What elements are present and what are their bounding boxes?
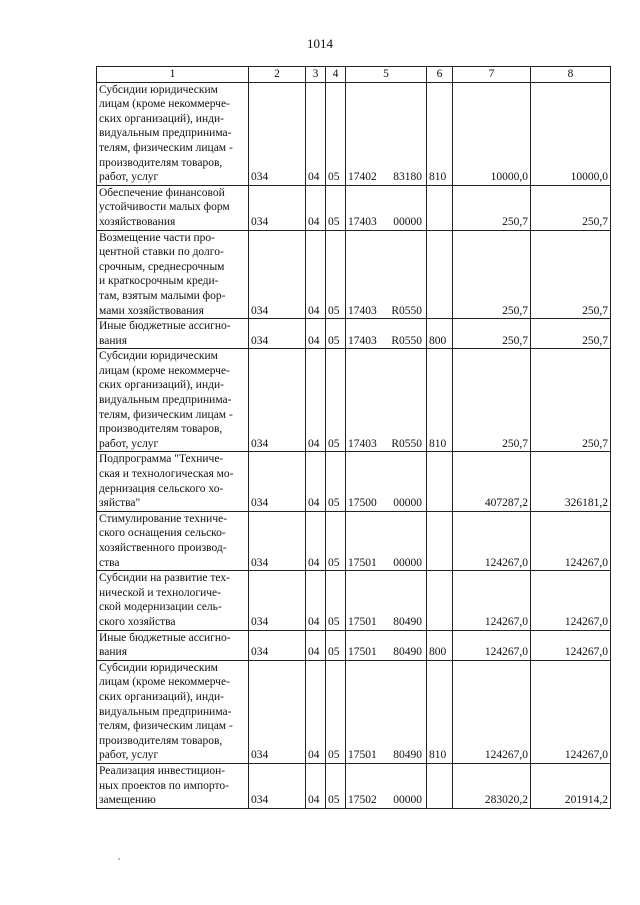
column-header: 6 — [427, 67, 453, 83]
target-article-program: 17501 — [348, 646, 377, 659]
target-article-program: 17403 — [348, 215, 377, 228]
row-name-line: лицам (кроме некоммерче- — [99, 676, 230, 689]
row-name — [97, 660, 249, 763]
table-row — [97, 82, 611, 185]
table-row — [97, 763, 611, 808]
expense-type-cell: 800 — [427, 319, 453, 349]
column-header: 5 — [346, 67, 427, 83]
amount-col8-cell: 124267,0 — [531, 660, 611, 763]
row-name — [97, 571, 249, 630]
row-name-line: видуальным предпринима- — [99, 394, 232, 407]
ministry-code-cell: 034 — [249, 230, 306, 319]
section-code-cell: 04 — [306, 763, 326, 808]
row-name-line: Стимулирование техниче- — [99, 512, 228, 525]
subsection-code-cell: 05 — [326, 230, 346, 319]
scan-speck — [118, 858, 120, 860]
table-row — [97, 319, 611, 349]
target-article-cell — [346, 571, 427, 630]
amount-col8-cell: 250,7 — [531, 185, 611, 230]
target-article-direction: R0550 — [391, 334, 422, 347]
expense-type-cell: 810 — [427, 660, 453, 763]
row-name-line: там, взятым малыми фор- — [99, 289, 226, 302]
section-code-cell: 04 — [306, 82, 326, 185]
row-name-line: производителям товаров, — [99, 734, 223, 747]
column-header: 2 — [249, 67, 306, 83]
target-article-direction: 00000 — [393, 497, 422, 510]
row-name — [97, 319, 249, 349]
expense-type-cell: 800 — [427, 630, 453, 660]
row-name — [97, 452, 249, 511]
target-article-cell — [346, 349, 427, 452]
expense-type-cell — [427, 763, 453, 808]
ministry-code-cell: 034 — [249, 452, 306, 511]
row-name-line: Обеспечение финансовой — [99, 186, 225, 199]
target-article-cell — [346, 82, 427, 185]
expense-type-cell — [427, 230, 453, 319]
row-name-line: Подпрограмма "Техниче- — [99, 453, 224, 466]
row-name-line: ства — [99, 556, 120, 569]
row-name-line: видуальным предпринима- — [99, 127, 232, 140]
subsection-code-cell: 05 — [326, 511, 346, 570]
table-row — [97, 571, 611, 630]
row-name-line: центной ставки по долго- — [99, 246, 224, 259]
target-article-cell — [346, 660, 427, 763]
row-name-line: Возмещение части про- — [99, 231, 215, 244]
row-name-line: ских организаций), инди- — [99, 690, 224, 703]
page-number: 1014 — [307, 36, 333, 51]
expense-type-cell: 810 — [427, 349, 453, 452]
section-code-cell: 04 — [306, 630, 326, 660]
target-article-direction: R0550 — [391, 437, 422, 450]
column-header: 8 — [531, 67, 611, 83]
column-header: 1 — [97, 67, 249, 83]
row-name-line: срочным, среднесрочным — [99, 260, 225, 273]
amount-col7-cell: 250,7 — [453, 185, 531, 230]
row-name-line: производителям товаров, — [99, 423, 223, 436]
target-article-direction: 80490 — [393, 615, 422, 628]
target-article-direction: 83180 — [393, 171, 422, 184]
row-name-line: лицам (кроме некоммерче- — [99, 98, 230, 111]
amount-col8-cell: 201914,2 — [531, 763, 611, 808]
row-name-line: лицам (кроме некоммерче- — [99, 364, 230, 377]
target-article-program: 17502 — [348, 794, 377, 807]
table-row — [97, 230, 611, 319]
target-article-direction: 00000 — [393, 556, 422, 569]
section-code-cell: 04 — [306, 571, 326, 630]
subsection-code-cell: 05 — [326, 571, 346, 630]
ministry-code-cell: 034 — [249, 660, 306, 763]
row-name-line: производителям товаров, — [99, 156, 223, 169]
amount-col8-cell: 250,7 — [531, 319, 611, 349]
amount-col7-cell: 124267,0 — [453, 660, 531, 763]
section-code-cell: 04 — [306, 511, 326, 570]
table-row — [97, 349, 611, 452]
subsection-code-cell: 05 — [326, 185, 346, 230]
target-article-program: 17500 — [348, 497, 377, 510]
target-article-cell — [346, 319, 427, 349]
table-row — [97, 452, 611, 511]
row-name — [97, 82, 249, 185]
amount-col8-cell: 250,7 — [531, 230, 611, 319]
amount-col8-cell: 124267,0 — [531, 630, 611, 660]
section-code-cell: 04 — [306, 185, 326, 230]
section-code-cell: 04 — [306, 230, 326, 319]
amount-col7-cell: 250,7 — [453, 349, 531, 452]
ministry-code-cell: 034 — [249, 763, 306, 808]
ministry-code-cell: 034 — [249, 185, 306, 230]
target-article-cell — [346, 511, 427, 570]
row-name — [97, 763, 249, 808]
table-body — [97, 67, 611, 809]
row-name-line: видуальным предпринима- — [99, 705, 232, 718]
row-name-line: и краткосрочным креди- — [99, 275, 219, 288]
subsection-code-cell: 05 — [326, 660, 346, 763]
section-code-cell: 04 — [306, 319, 326, 349]
target-article-cell — [346, 230, 427, 319]
row-name-line: вания — [99, 334, 127, 347]
header-row — [97, 67, 611, 83]
target-article-direction: 00000 — [393, 215, 422, 228]
amount-col7-cell: 283020,2 — [453, 763, 531, 808]
row-name-line: устойчивости малых форм — [99, 201, 230, 214]
row-name-line: Реализация инвестицион- — [99, 764, 226, 777]
expense-type-cell — [427, 452, 453, 511]
section-code-cell: 04 — [306, 660, 326, 763]
row-name-line: работ, услуг — [99, 171, 159, 184]
table-row — [97, 185, 611, 230]
ministry-code-cell: 034 — [249, 82, 306, 185]
ministry-code-cell: 034 — [249, 571, 306, 630]
row-name — [97, 185, 249, 230]
target-article-cell — [346, 185, 427, 230]
subsection-code-cell: 05 — [326, 82, 346, 185]
target-article-program: 17501 — [348, 615, 377, 628]
target-article-program: 17501 — [348, 556, 377, 569]
amount-col8-cell: 10000,0 — [531, 82, 611, 185]
target-article-direction: 80490 — [393, 646, 422, 659]
amount-col8-cell: 124267,0 — [531, 571, 611, 630]
row-name-line: Иные бюджетные ассигно- — [99, 631, 231, 644]
row-name-line: ского оснащения сельско- — [99, 527, 226, 540]
expense-type-cell — [427, 571, 453, 630]
target-article-program: 17403 — [348, 304, 377, 317]
subsection-code-cell: 05 — [326, 630, 346, 660]
table-row — [97, 511, 611, 570]
target-article-direction: R0550 — [391, 304, 422, 317]
row-name-line: Субсидии на развитие тех- — [99, 572, 230, 585]
budget-table — [96, 66, 611, 809]
row-name — [97, 630, 249, 660]
amount-col7-cell: 407287,2 — [453, 452, 531, 511]
target-article-cell — [346, 452, 427, 511]
amount-col7-cell: 250,7 — [453, 230, 531, 319]
amount-col7-cell: 124267,0 — [453, 630, 531, 660]
row-name-line: ских организаций), инди- — [99, 112, 224, 125]
target-article-program: 17402 — [348, 171, 377, 184]
column-header: 7 — [453, 67, 531, 83]
target-article-cell — [346, 763, 427, 808]
amount-col7-cell: 10000,0 — [453, 82, 531, 185]
subsection-code-cell: 05 — [326, 763, 346, 808]
row-name-line: Субсидии юридическим — [99, 350, 218, 363]
section-code-cell: 04 — [306, 349, 326, 452]
row-name-line: ской модернизации сель- — [99, 601, 222, 614]
amount-col8-cell: 124267,0 — [531, 511, 611, 570]
row-name-line: нической и технологиче- — [99, 586, 221, 599]
expense-type-cell — [427, 185, 453, 230]
target-article-direction: 00000 — [393, 794, 422, 807]
row-name — [97, 230, 249, 319]
row-name-line: Субсидии юридическим — [99, 83, 218, 96]
row-name-line: ных проектов по импорто- — [99, 779, 229, 792]
expense-type-cell — [427, 511, 453, 570]
row-name-line: телям, физическим лицам - — [99, 720, 233, 733]
target-article-direction: 80490 — [393, 749, 422, 762]
row-name-line: телям, физическим лицам - — [99, 408, 233, 421]
row-name-line: вания — [99, 646, 127, 659]
subsection-code-cell: 05 — [326, 319, 346, 349]
row-name-line: Иные бюджетные ассигно- — [99, 320, 231, 333]
column-header: 3 — [306, 67, 326, 83]
expense-type-cell: 810 — [427, 82, 453, 185]
row-name-line: зяйства" — [99, 497, 141, 510]
table-row — [97, 630, 611, 660]
row-name — [97, 349, 249, 452]
column-header: 4 — [326, 67, 346, 83]
target-article-program: 17403 — [348, 437, 377, 450]
subsection-code-cell: 05 — [326, 452, 346, 511]
target-article-program: 17501 — [348, 749, 377, 762]
amount-col7-cell: 124267,0 — [453, 511, 531, 570]
row-name-line: Субсидии юридическим — [99, 661, 218, 674]
row-name-line: дернизация сельского хо- — [99, 482, 224, 495]
row-name-line: ских организаций), инди- — [99, 379, 224, 392]
amount-col7-cell: 250,7 — [453, 319, 531, 349]
target-article-program: 17403 — [348, 334, 377, 347]
row-name-line: работ, услуг — [99, 437, 159, 450]
row-name-line: замещению — [99, 794, 156, 807]
ministry-code-cell: 034 — [249, 630, 306, 660]
amount-col8-cell: 250,7 — [531, 349, 611, 452]
table-row — [97, 660, 611, 763]
ministry-code-cell: 034 — [249, 319, 306, 349]
row-name-line: хозяйственного производ- — [99, 542, 227, 554]
row-name-line: хозяйствования — [99, 215, 176, 228]
row-name-line: работ, услуг — [99, 749, 159, 762]
ministry-code-cell: 034 — [249, 511, 306, 570]
row-name-line: телям, физическим лицам - — [99, 141, 233, 154]
ministry-code-cell: 034 — [249, 349, 306, 452]
subsection-code-cell: 05 — [326, 349, 346, 452]
section-code-cell: 04 — [306, 452, 326, 511]
row-name-line: ского хозяйства — [99, 615, 176, 628]
amount-col7-cell: 124267,0 — [453, 571, 531, 630]
amount-col8-cell: 326181,2 — [531, 452, 611, 511]
row-name-line: мами хозяйствования — [99, 304, 204, 317]
row-name — [97, 511, 249, 570]
target-article-cell — [346, 630, 427, 660]
row-name-line: ская и технологическая мо- — [99, 468, 234, 481]
